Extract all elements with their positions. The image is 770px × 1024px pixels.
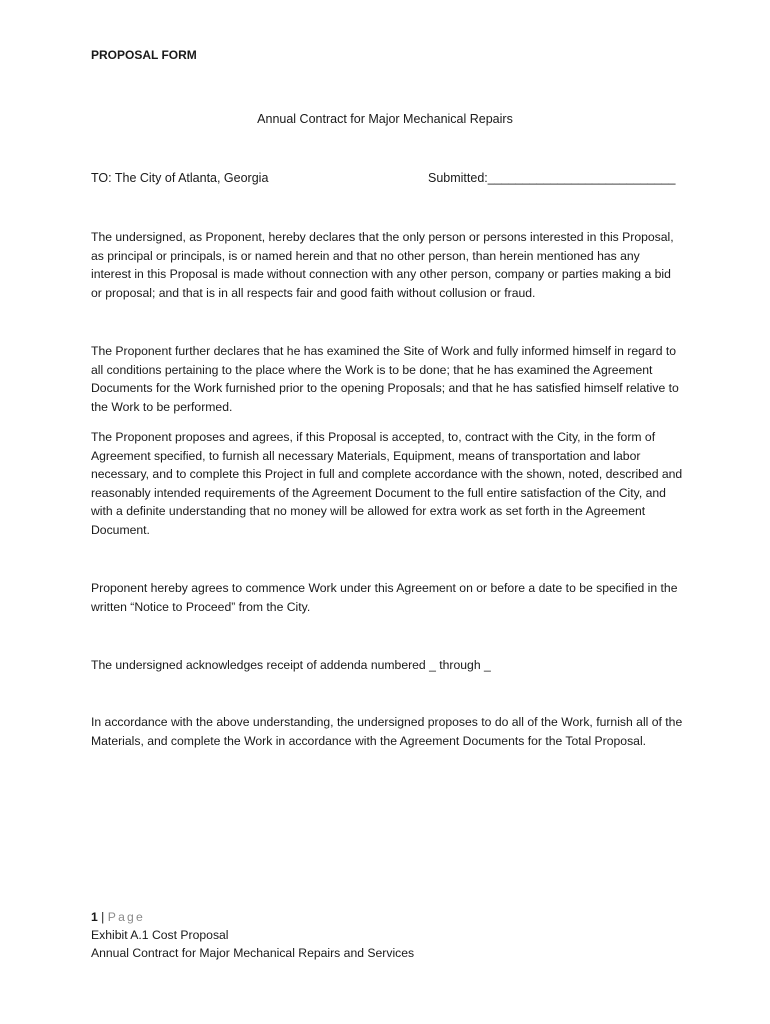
page-number: 1	[91, 910, 98, 924]
paragraph-agreement-terms: The Proponent proposes and agrees, if this Proposal is accepted, to, contract with the City, in the form of Agreement specified, to furnish all necessary Materials, Equipment, means of transportation and labor necessary, and to complete this Project in full and complete accordance with the shown, noted, described and reasonably intended requirements of the Agreement Document to the full entire satisfaction of the City, and with a definite understanding that no money will be allowed for extra work as set forth in the Agreement Document.	[91, 430, 683, 537]
submitted-field: Submitted:___________________________	[428, 171, 676, 185]
document-subtitle: Annual Contract for Major Mechanical Repairs	[257, 112, 513, 126]
paragraph-total-proposal: In accordance with the above understanding, the undersigned proposes to do all of the Work, furnish all of the Materials, and complete the Work in accordance with the Agreement Documents for the Total Proposal.	[91, 715, 683, 748]
paragraph-site-examination: The Proponent further declares that he has examined the Site of Work and fully informed himself in regard to all conditions pertaining to the place where the Work is to be done; that he has examined the Agreement Documents for the Work furnished prior to the opening Proposals; and that he has satisfied himself relative to the Work to be performed.	[91, 344, 679, 414]
footer-exhibit: Exhibit A.1 Cost Proposal	[91, 928, 229, 942]
recipient-line: TO: The City of Atlanta, Georgia	[91, 171, 269, 185]
page-indicator	[91, 908, 414, 926]
page-separator: |	[97, 910, 108, 924]
footer-contract: Annual Contract for Major Mechanical Repairs and Services	[91, 946, 415, 960]
paragraph-commencement: Proponent hereby agrees to commence Work under this Agreement on or before a date to be specified in the written “Notice to Proceed” from the City.	[91, 581, 678, 614]
page-heading: PROPOSAL FORM	[91, 48, 197, 62]
page-label: Page	[107, 910, 145, 924]
page-footer	[91, 908, 414, 962]
paragraph-declaration: The undersigned, as Proponent, hereby declares that the only person or persons interested in this Proposal, as principal or principals, is or named herein and that no other person, than herein mentioned has any interest in this Proposal is made without connection with any other person, company or parties making a bid or proposal; and that is in all respects fair and good faith without collusion or fraud.	[91, 230, 674, 300]
paragraph-addenda: The undersigned acknowledges receipt of addenda numbered _ through _	[91, 658, 491, 672]
